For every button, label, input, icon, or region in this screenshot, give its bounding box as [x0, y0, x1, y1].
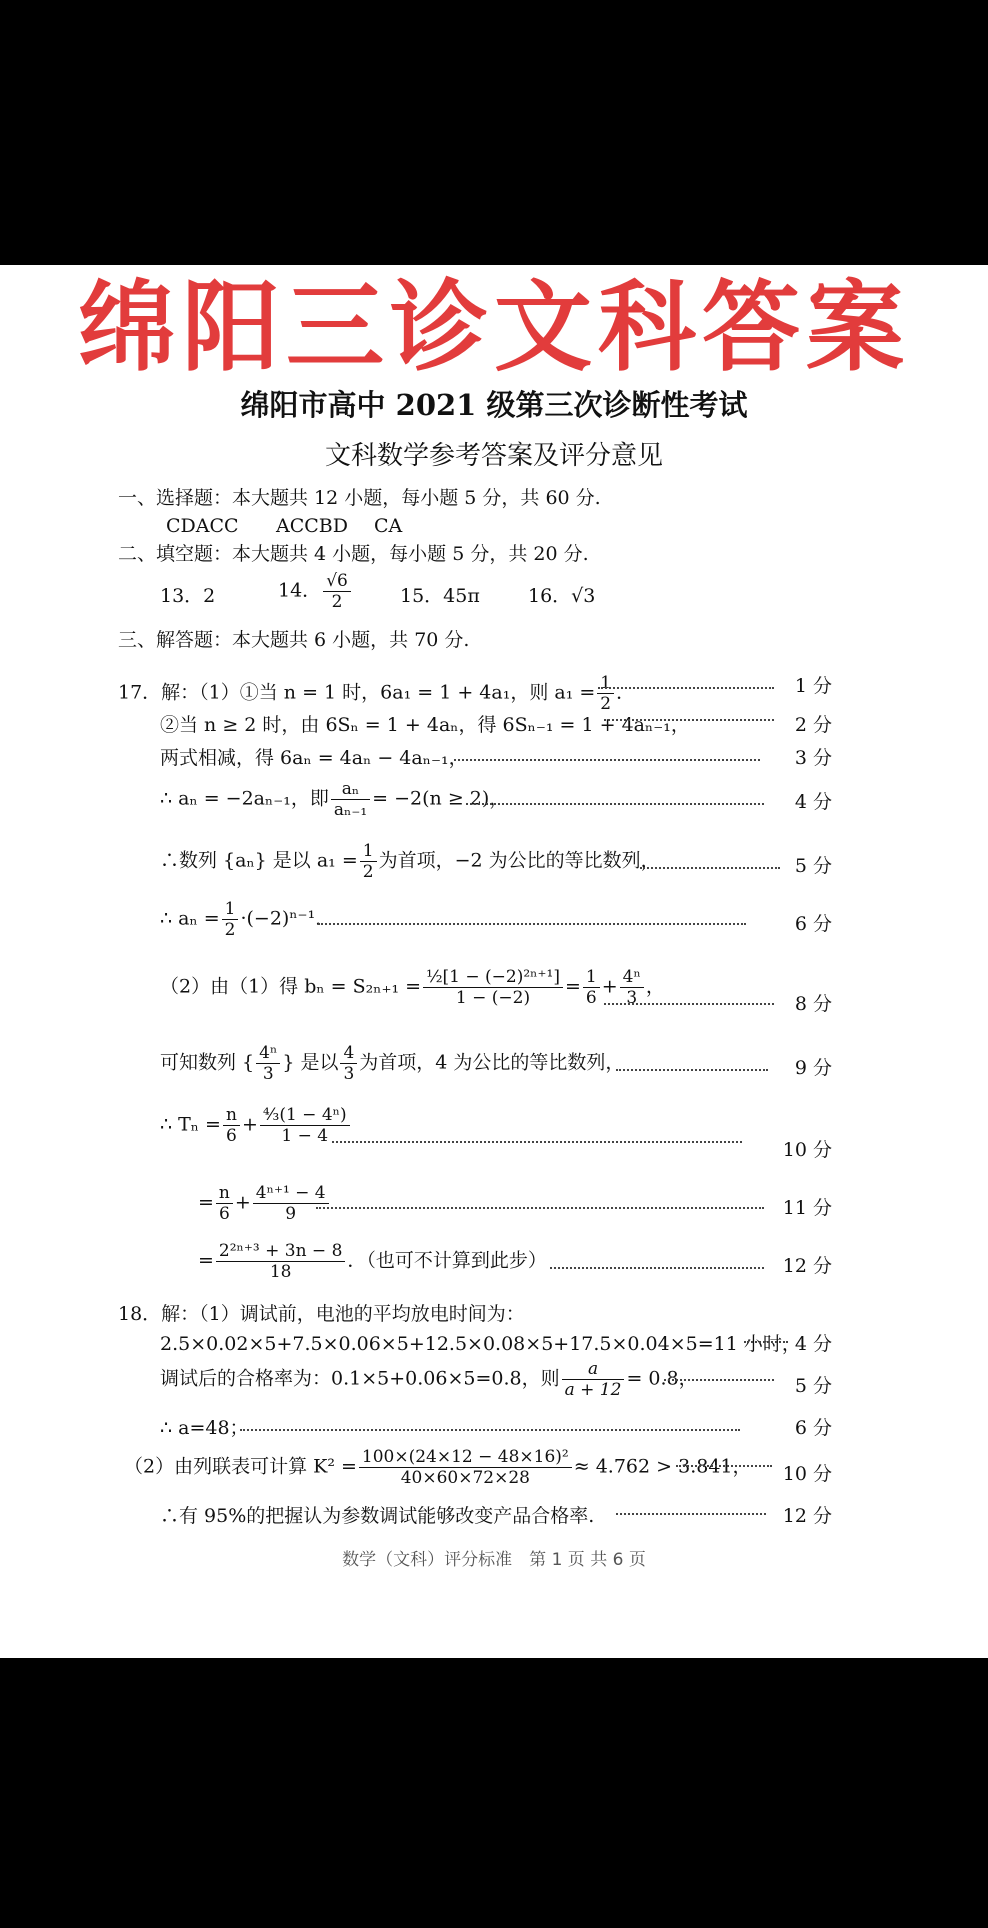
q18-line-6: ∴有 95%的把握认为参数调试能够改变产品合格率. [160, 1505, 595, 1527]
score-4: 4 分 [794, 791, 832, 813]
leader-dots [604, 719, 774, 721]
red-banner-title: 绵阳三诊文科答案 [77, 271, 910, 385]
q17-line-3: 两式相减，得 6aₙ = 4aₙ − 4aₙ₋₁， [160, 747, 468, 769]
leader-dots [616, 1513, 766, 1515]
score-5: 5 分 [794, 855, 832, 877]
q18-score-5: 5 分 [794, 1375, 832, 1397]
leader-dots [664, 1379, 774, 1381]
q17-line-7: （2）由（1）得 bₙ = S₂ₙ₊₁ = $\frac{\text{½[1 − (−2)²ⁿ⁺¹]}}{1 - (-2)}$ = $\frac{1}{6}$ + $\frac{\text{4ⁿ}}{3}$ ， [160, 967, 665, 1008]
answer-sheet-page [0, 265, 988, 1658]
leader-dots [316, 1207, 764, 1209]
page-footer: 数学（文科）评分标准 第 1 页 共 6 页 [342, 1550, 646, 1570]
leader-dots [616, 1069, 768, 1071]
score-6: 6 分 [794, 913, 832, 935]
q17-line-8: 可知数列 { $\frac{\text{4ⁿ}}{3}$ } 是以 $\frac{4}{3}$ 为首项，4 为公比的等比数列， [160, 1043, 625, 1084]
section1-heading: 一、选择题：本大题共 12 小题，每小题 5 分，共 60 分. [118, 487, 601, 509]
score-1: 1 分 [794, 675, 832, 697]
exam-subtitle: 文科数学参考答案及评分意见 [324, 441, 663, 471]
choice-answers-3: CA [374, 515, 403, 537]
leader-dots [744, 1341, 788, 1343]
score-9: 9 分 [794, 1057, 832, 1079]
choice-answers-2: ACCBD [276, 515, 348, 537]
q18-score-10: 10 分 [782, 1463, 832, 1485]
fill-answer-14: 14． $\frac{√6}{2}$ [278, 571, 353, 612]
fill-answer-15: 15．45π [400, 585, 480, 607]
exam-title: 绵阳市高中 2021 级第三次诊断性考试 [240, 388, 748, 422]
section3-heading: 三、解答题：本大题共 6 小题，共 70 分. [118, 629, 470, 651]
q17-line-10: = $\frac{n}{6}$ + $\frac{\text{4ⁿ⁺¹ − 4}}{9}$ [198, 1183, 331, 1224]
q17-line-2: ②当 n ≥ 2 时，由 6Sₙ = 1 + 4aₙ，得 6Sₙ₋₁ = 1 + 4aₙ₋₁， [160, 714, 690, 736]
choice-answers-1: CDACC [166, 515, 239, 537]
leader-dots [550, 1267, 764, 1269]
q18-line-3: 调试后的合格率为：0.1×5+0.06×5=0.8，则 $\frac{a}{a + 12}$ = 0.8， [160, 1359, 698, 1400]
q17-line-5: ∴数列 {aₙ} 是以 a₁ = $\frac{1}{2}$ 为首项，−2 为公比的等比数列， [160, 841, 660, 882]
q18-score-4: 4 分 [794, 1333, 832, 1355]
leader-dots [640, 867, 780, 869]
q18-line-5: （2）由列联表可计算 K² = $\frac{\text{100×(24×12 − 48×16)²}}{40\times 60\times 72\times 28}$ ≈ 4.762 > 3.841， [124, 1447, 752, 1488]
q17-line-6: ∴ aₙ = $\frac{1}{2}$ ·(−2)ⁿ⁻¹． [160, 899, 335, 940]
leader-dots [332, 1141, 742, 1143]
score-3: 3 分 [794, 747, 832, 769]
leader-dots [676, 1465, 772, 1467]
score-11: 11 分 [782, 1197, 832, 1219]
leader-dots [604, 1003, 774, 1005]
q17-line-1: 17．解：（1）①当 n = 1 时，6a₁ = 1 + 4a₁，则 a₁ = $\frac{1}{2}$ ． [118, 673, 636, 714]
leader-dots [466, 803, 764, 805]
score-12: 12 分 [782, 1255, 832, 1277]
q17-line-9: ∴ Tₙ = $\frac{n}{6}$ + $\frac{\text{⁴⁄₃(1 − 4ⁿ)}}{1 - 4}$ [160, 1105, 352, 1146]
leader-dots [454, 759, 760, 761]
q17-line-11: = $\frac{\text{2²ⁿ⁺³ + 3n − 8}}{18}$ ．（也可不计算到此步） [198, 1241, 547, 1282]
leader-dots [240, 1429, 740, 1431]
score-2: 2 分 [794, 714, 832, 736]
section2-heading: 二、填空题：本大题共 4 小题，每小题 5 分，共 20 分. [118, 543, 589, 565]
leader-dots [598, 687, 774, 689]
q18-line-2: 2.5×0.02×5+7.5×0.06×5+12.5×0.08×5+17.5×0.04×5=11 小时， [160, 1333, 801, 1355]
q17-line-4: ∴ aₙ = −2aₙ₋₁，即 $\frac{\text{aₙ}}{\text{aₙ₋₁}}$ = −2(n ≥ 2)， [160, 779, 509, 820]
q18-line-4: ∴ a=48； [160, 1417, 249, 1439]
score-8: 8 分 [794, 993, 832, 1015]
fill-answer-13: 13．2 [160, 585, 216, 607]
fill-answer-16: 16．√3 [528, 585, 596, 607]
score-10: 10 分 [782, 1139, 832, 1161]
q18-score-12: 12 分 [782, 1505, 832, 1527]
q18-score-6: 6 分 [794, 1417, 832, 1439]
leader-dots [318, 923, 746, 925]
q18-line-1: 18．解：（1）调试前，电池的平均放电时间为： [118, 1303, 525, 1325]
